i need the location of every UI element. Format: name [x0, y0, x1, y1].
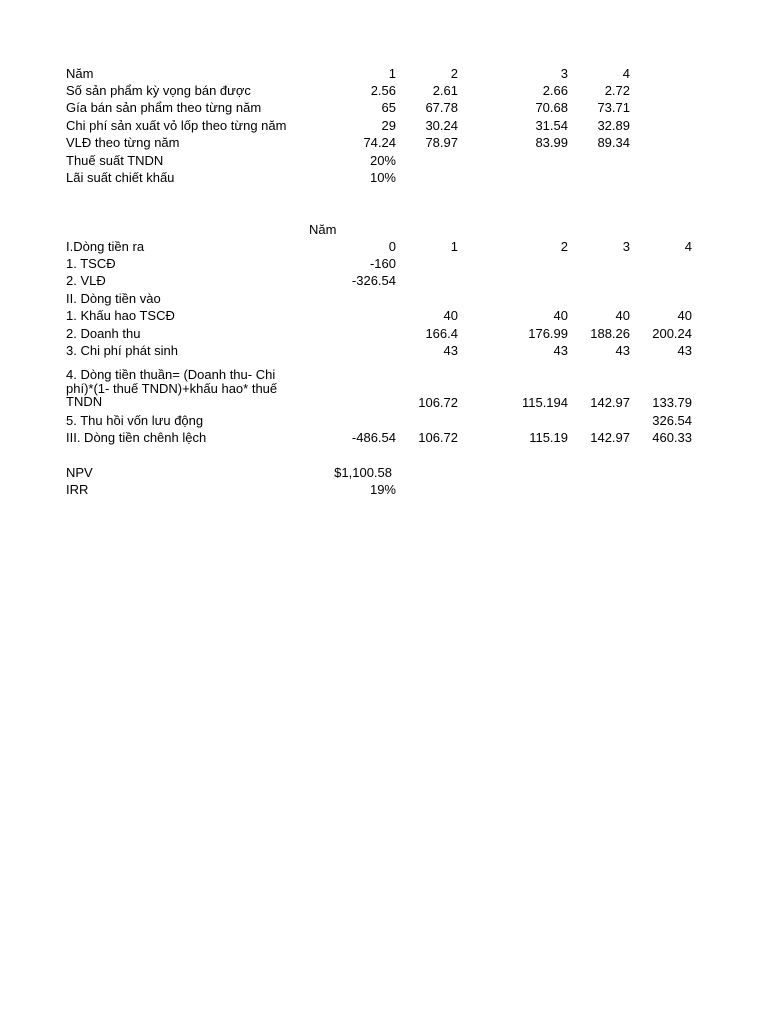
- cell-value[interactable]: 70.68: [535, 100, 568, 115]
- cell-label[interactable]: I.Dòng tiền ra: [66, 239, 145, 254]
- cell-value[interactable]: 2.56: [370, 83, 396, 98]
- cell-value[interactable]: 142.97: [590, 395, 630, 410]
- cell-value[interactable]: 200.24: [652, 326, 692, 341]
- cell-label[interactable]: Gía bán sản phẩm theo từng năm: [66, 100, 262, 115]
- cell-value[interactable]: 43: [443, 343, 458, 358]
- cell-value[interactable]: 40: [443, 308, 458, 323]
- cell-value[interactable]: 4: [622, 66, 630, 81]
- cell-value[interactable]: 40: [615, 308, 630, 323]
- cell-value[interactable]: 2.66: [542, 83, 568, 98]
- cell-value[interactable]: 0: [388, 239, 396, 254]
- cell-label[interactable]: 2. VLĐ: [66, 273, 106, 288]
- cell-value[interactable]: 115.19: [529, 430, 568, 445]
- cell-value[interactable]: 4: [684, 239, 692, 254]
- cell-value[interactable]: 30.24: [425, 118, 458, 133]
- cell-value[interactable]: 176.99: [528, 326, 568, 341]
- cell-value[interactable]: 133.79: [652, 395, 692, 410]
- cell-label[interactable]: 5. Thu hồi vốn lưu động: [66, 413, 204, 428]
- cell-label[interactable]: Lãi suất chiết khấu: [66, 170, 175, 185]
- cell-value[interactable]: 2.61: [432, 83, 458, 98]
- cell-value[interactable]: 3: [622, 239, 630, 254]
- cell-value[interactable]: -160: [369, 256, 396, 271]
- cell-label[interactable]: Chi phí sản xuất vỏ lốp theo từng năm: [66, 118, 287, 133]
- cell-label[interactable]: 2. Doanh thu: [66, 326, 141, 341]
- cell-value[interactable]: 78.97: [425, 135, 458, 150]
- cell-value[interactable]: 2.72: [604, 83, 630, 98]
- cell-label[interactable]: VLĐ theo từng năm: [66, 135, 180, 150]
- cell-value[interactable]: 460.33: [652, 430, 692, 445]
- cell-value[interactable]: -326.54: [351, 273, 396, 288]
- cell-value[interactable]: 43: [615, 343, 630, 358]
- cell-value[interactable]: 40: [553, 308, 568, 323]
- cell-value[interactable]: 115.194: [521, 395, 568, 410]
- cell-value[interactable]: 43: [553, 343, 568, 358]
- irr-label[interactable]: IRR: [66, 482, 89, 497]
- cell-label[interactable]: III. Dòng tiền chênh lệch: [66, 430, 207, 445]
- cell-value[interactable]: 31.54: [535, 118, 568, 133]
- npv-value[interactable]: $1,100.58: [334, 465, 392, 480]
- cell-label[interactable]: 1. TSCĐ: [66, 256, 116, 271]
- cell-value[interactable]: 1: [450, 239, 458, 254]
- cell-value[interactable]: 166.4: [425, 326, 458, 341]
- cell-value[interactable]: 65: [381, 100, 396, 115]
- cell-value[interactable]: 73.71: [597, 100, 630, 115]
- cell-value[interactable]: 106.72: [418, 430, 458, 445]
- cell-label[interactable]: 4. Dòng tiền thuần= (Doanh thu- Chi phí)*(1- thuế TNDN)+khấu hao* thuế TNDN: [66, 367, 278, 409]
- cell-value[interactable]: 29: [381, 118, 396, 133]
- cell-value[interactable]: 43: [677, 343, 692, 358]
- cashflow-row-net-label: [66, 368, 306, 409]
- npv-label[interactable]: NPV: [66, 465, 93, 480]
- irr-value[interactable]: 19%: [369, 482, 396, 497]
- cell-value[interactable]: 1: [388, 66, 396, 81]
- cell-value[interactable]: 83.99: [535, 135, 568, 150]
- cell-value[interactable]: -486.54: [351, 430, 396, 445]
- cell-value[interactable]: 74.24: [363, 135, 396, 150]
- cell-label[interactable]: Năm: [309, 222, 337, 237]
- cell-value[interactable]: 326.54: [652, 413, 692, 428]
- cell-value[interactable]: 67.78: [425, 100, 458, 115]
- cell-label[interactable]: 1. Khấu hao TSCĐ: [66, 308, 175, 323]
- cell-value[interactable]: 10%: [369, 170, 396, 185]
- cell-value[interactable]: 2: [560, 239, 568, 254]
- cell-value[interactable]: 89.34: [597, 135, 630, 150]
- cell-label[interactable]: Năm: [66, 66, 94, 81]
- cell-value[interactable]: 20%: [369, 153, 396, 168]
- cell-label[interactable]: II. Dòng tiền vào: [66, 291, 161, 306]
- cell-value[interactable]: 32.89: [597, 118, 630, 133]
- cell-label[interactable]: Số sản phẩm kỳ vọng bán được: [66, 83, 251, 98]
- cell-value[interactable]: 188.26: [590, 326, 630, 341]
- cell-value[interactable]: 40: [677, 308, 692, 323]
- cell-value[interactable]: 106.72: [418, 395, 458, 410]
- cell-value[interactable]: 3: [560, 66, 568, 81]
- cell-value[interactable]: 142.97: [590, 430, 630, 445]
- cell-label[interactable]: Thuế suất TNDN: [66, 153, 164, 168]
- cell-value[interactable]: 2: [450, 66, 458, 81]
- cell-label[interactable]: 3. Chi phí phát sinh: [66, 343, 179, 358]
